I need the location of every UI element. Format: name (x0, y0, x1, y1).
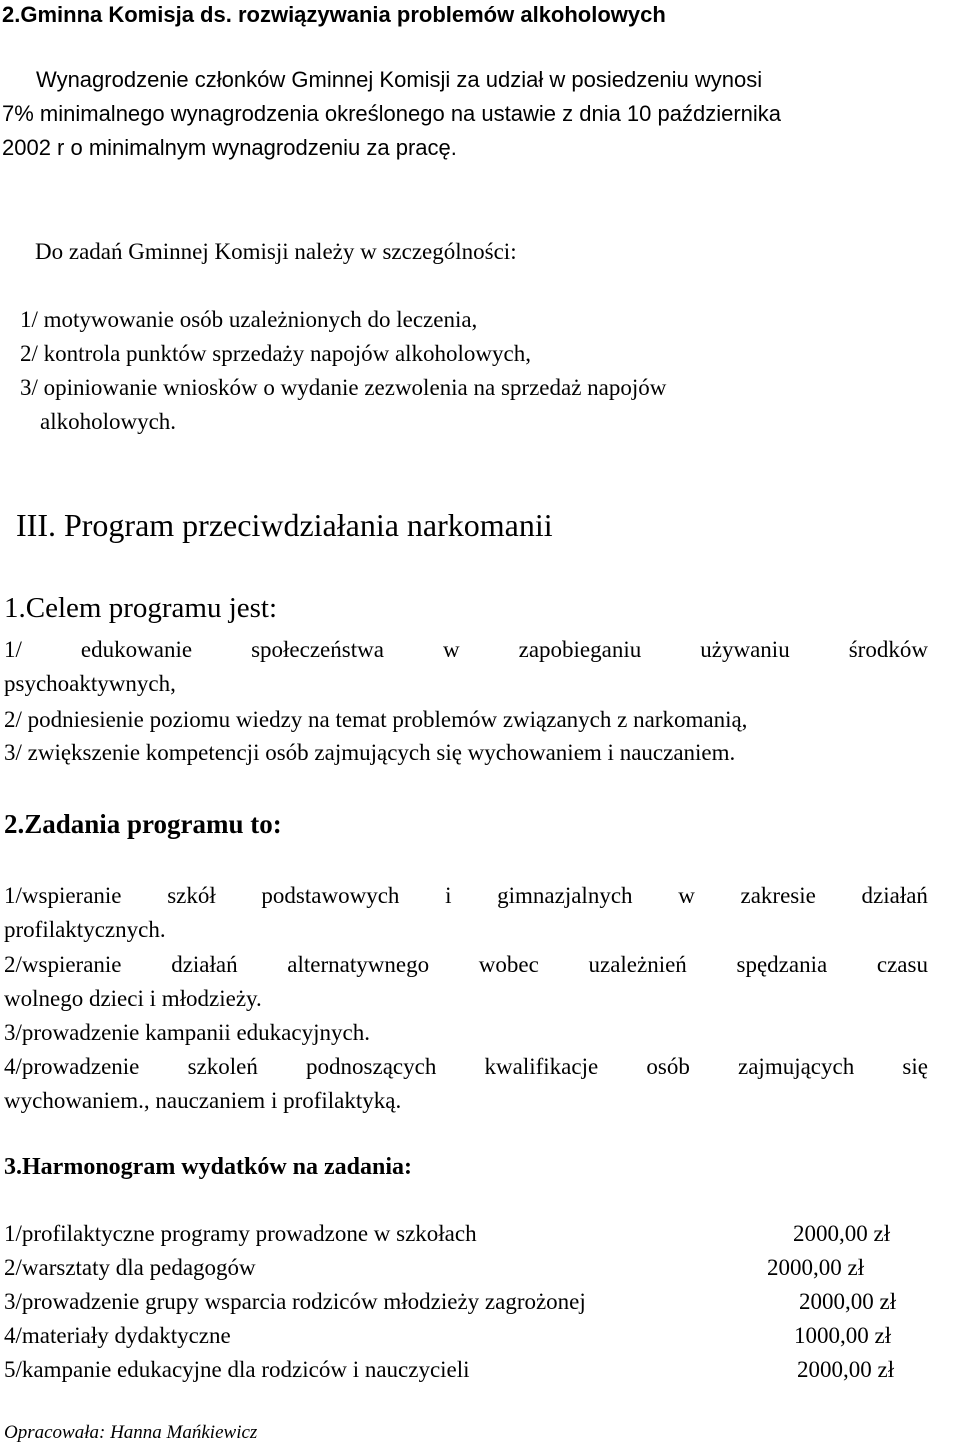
program-task-4-word: szkoleń (187, 1054, 258, 1079)
goal-3: 3/ zwiększenie kompetencji osób zajmujących się wychowaniem i nauczaniem. (4, 740, 736, 765)
commission-task-3-cont: alkoholowych. (40, 409, 177, 434)
schedule-item-amount: 1000,00 zł (794, 1323, 892, 1348)
goal-1 (4, 638, 928, 661)
goal-1-word: 1/ (4, 637, 22, 662)
schedule-item-label: 5/kampanie edukacyjne dla rodziców i nauczycieli (4, 1357, 470, 1382)
schedule-item-amount: 2000,00 zł (767, 1255, 865, 1280)
program-task-3: 3/prowadzenie kampanii edukacyjnych. (4, 1020, 370, 1045)
program-task-4-word: się (902, 1054, 928, 1079)
program-task-2-word: 2/wspieranie (4, 952, 122, 977)
goal-1-word: zapobieganiu (518, 637, 642, 662)
schedule-item-label: 2/warsztaty dla pedagogów (4, 1255, 256, 1280)
program-task-1-word: zakresie (740, 883, 816, 908)
program-task-1 (4, 884, 928, 907)
program-task-4-cont: wychowaniem., nauczaniem i profilaktyką. (4, 1088, 402, 1113)
program-task-1-word: działań (861, 883, 928, 908)
goal-2: 2/ podniesienie poziomu wiedzy na temat problemów związanych z narkomanią, (4, 707, 748, 732)
program-tasks-title: 2.Zadania programu to: (4, 809, 282, 839)
program-task-1-word: gimnazjalnych (497, 883, 633, 908)
tasks-intro: Do zadań Gminnej Komisji należy w szczególności: (35, 239, 517, 264)
schedule-item-label: 4/materiały dydaktyczne (4, 1323, 231, 1348)
program-task-2-word: uzależnień (588, 952, 687, 977)
commission-task-2: 2/ kontrola punktów sprzedaży napojów alkoholowych, (20, 341, 531, 366)
schedule-title: 3.Harmonogram wydatków na zadania: (4, 1154, 413, 1180)
remuneration-line-3: 2002 r o minimalnym wynagrodzeniu za pracę. (2, 135, 457, 160)
program-task-2-word: spędzania (736, 952, 828, 977)
program-task-4-word: 4/prowadzenie (4, 1054, 140, 1079)
program-task-2 (4, 953, 928, 976)
goal-1-word: społeczeństwa (251, 637, 384, 662)
program-task-1-cont: profilaktycznych. (4, 917, 166, 942)
schedule-item-label: 1/profilaktyczne programy prowadzone w szkołach (4, 1221, 477, 1246)
schedule-item-amount: 2000,00 zł (793, 1221, 891, 1246)
program-task-1-word: podstawowych (261, 883, 400, 908)
program-task-2-word: czasu (876, 952, 928, 977)
commission-task-3: 3/ opiniowanie wniosków o wydanie zezwolenia na sprzedaż napojów (20, 375, 667, 400)
commission-task-1: 1/ motywowanie osób uzależnionych do leczenia, (20, 307, 478, 332)
goal-1-word: używaniu (700, 637, 790, 662)
goal-1-word: w (442, 637, 460, 662)
schedule-item-label: 3/prowadzenie grupy wsparcia rodziców młodzieży zagrożonej (4, 1289, 586, 1314)
program-task-4-word: osób (646, 1054, 690, 1079)
author-signature: Opracowała: Hanna Mańkiewicz (4, 1422, 258, 1443)
program-task-1-word: szkół (167, 883, 216, 908)
program-task-4-word: zajmujących (738, 1054, 855, 1079)
program-task-2-word: wobec (478, 952, 539, 977)
section-3-title: III. Program przeciwdziałania narkomanii (16, 507, 553, 543)
goals-title: 1.Celem programu jest: (4, 592, 278, 624)
program-task-1-word: i (445, 883, 452, 908)
program-task-1-word: 1/wspieranie (4, 883, 122, 908)
remuneration-line-1: Wynagrodzenie członków Gminnej Komisji za udział w posiedzeniu wynosi (36, 67, 763, 92)
program-task-4-word: kwalifikacje (484, 1054, 599, 1079)
program-task-4-word: podnoszących (306, 1054, 437, 1079)
program-task-2-word: działań (171, 952, 238, 977)
section-2-title: 2.Gminna Komisja ds. rozwiązywania problemów alkoholowych (2, 2, 666, 27)
goal-1-word: edukowanie (80, 637, 193, 662)
program-task-2-word: alternatywnego (287, 952, 430, 977)
program-task-1-word: w (678, 883, 695, 908)
schedule-item-amount: 2000,00 zł (799, 1289, 897, 1314)
remuneration-line-2: 7% minimalnego wynagrodzenia określonego na ustawie z dnia 10 października (2, 101, 782, 126)
program-task-4 (4, 1055, 928, 1078)
program-task-2-cont: wolnego dzieci i młodzieży. (4, 986, 262, 1011)
goal-1-cont: psychoaktywnych, (4, 671, 176, 696)
goal-1-word: środków (848, 637, 928, 662)
schedule-item-amount: 2000,00 zł (797, 1357, 895, 1382)
